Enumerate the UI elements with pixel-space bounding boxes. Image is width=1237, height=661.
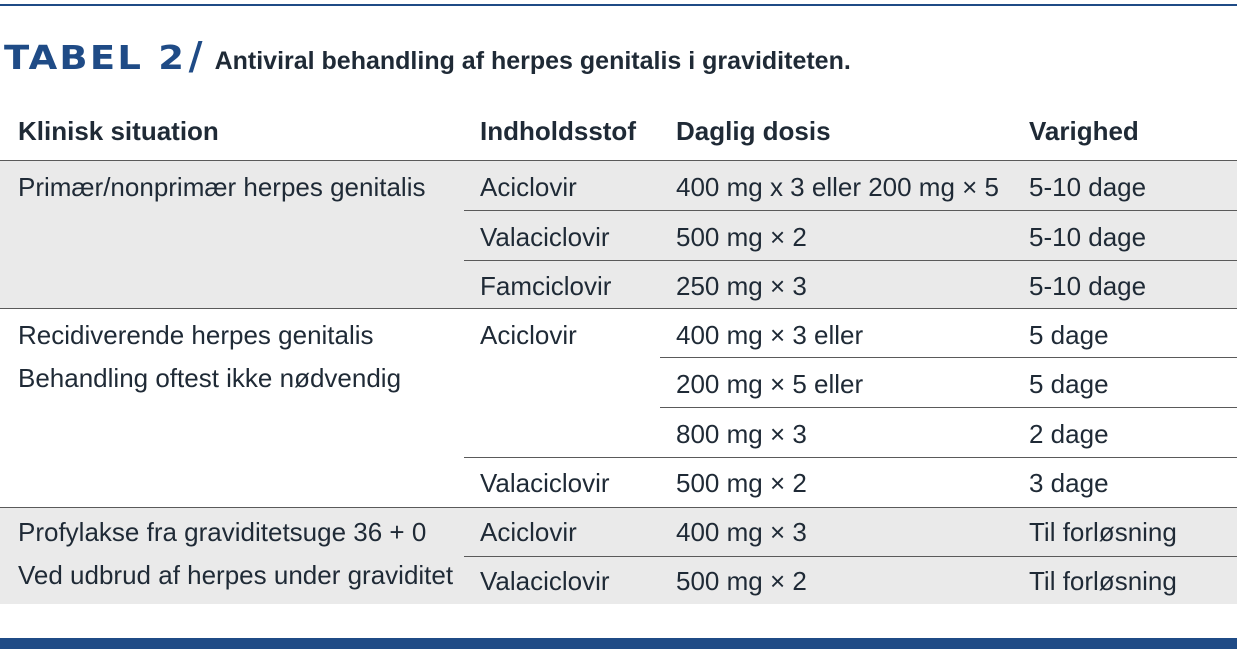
duration-cell: 5-10 dage [1029,222,1147,252]
situation-text: Profylakse fra graviditetsuge 36 + 0 [18,517,427,547]
dose-cell: 800 mg × 3 [676,419,807,449]
substance-cell: Aciclovir [480,320,577,350]
duration-cell: 5-10 dage [1029,271,1147,301]
header-rule [0,160,1237,161]
substance-cell: Aciclovir [480,517,577,547]
row-rule [464,556,1237,557]
bottom-rule [0,638,1237,649]
duration-cell: 2 dage [1029,419,1109,449]
duration-cell: 3 dage [1029,468,1109,498]
situation-note: Behandling oftest ikke nødvendig [18,363,402,393]
substance-cell: Aciclovir [480,172,577,202]
duration-cell: 5 dage [1029,320,1109,350]
group-rule [0,308,1237,309]
table-number-label: TABEL 2 [4,38,187,77]
row-rule [464,457,1237,458]
title-slash: / [188,34,203,78]
substance-cell: Valaciclovir [480,468,610,498]
dose-cell: 500 mg × 2 [676,222,807,252]
substance-cell: Valaciclovir [480,222,610,252]
table-title [4,34,851,78]
dose-cell: 250 mg × 3 [676,271,807,301]
column-header-substance: Indholdsstof [480,116,636,146]
row-rule [660,357,1237,358]
row-rule [464,260,1237,261]
dose-cell: 400 mg × 3 eller [676,320,864,350]
column-header-duration: Varighed [1029,116,1139,146]
duration-cell: 5 dage [1029,369,1109,399]
duration-cell: Til forløsning [1029,566,1177,596]
duration-cell: 5-10 dage [1029,172,1147,202]
dose-cell: 400 mg x 3 eller 200 mg × 5 [676,172,1000,202]
dose-cell: 400 mg × 3 [676,517,807,547]
row-rule [660,407,1237,408]
situation-note: Ved udbrud af herpes under graviditet [18,560,454,590]
dose-cell: 200 mg × 5 eller [676,369,864,399]
substance-cell: Valaciclovir [480,566,610,596]
duration-cell: Til forløsning [1029,517,1177,547]
column-header-situation: Klinisk situation [18,116,219,146]
table-caption: Antiviral behandling af herpes genitalis i graviditeten. [214,47,851,75]
dose-cell: 500 mg × 2 [676,566,807,596]
column-header-dose: Daglig dosis [676,116,831,146]
row-rule [464,210,1237,211]
top-rule [0,4,1237,6]
situation-text: Primær/nonprimær herpes genitalis [18,172,426,202]
group-rule [0,507,1237,508]
dose-cell: 500 mg × 2 [676,468,807,498]
substance-cell: Famciclovir [480,271,612,301]
situation-text: Recidiverende herpes genitalis [18,320,374,350]
